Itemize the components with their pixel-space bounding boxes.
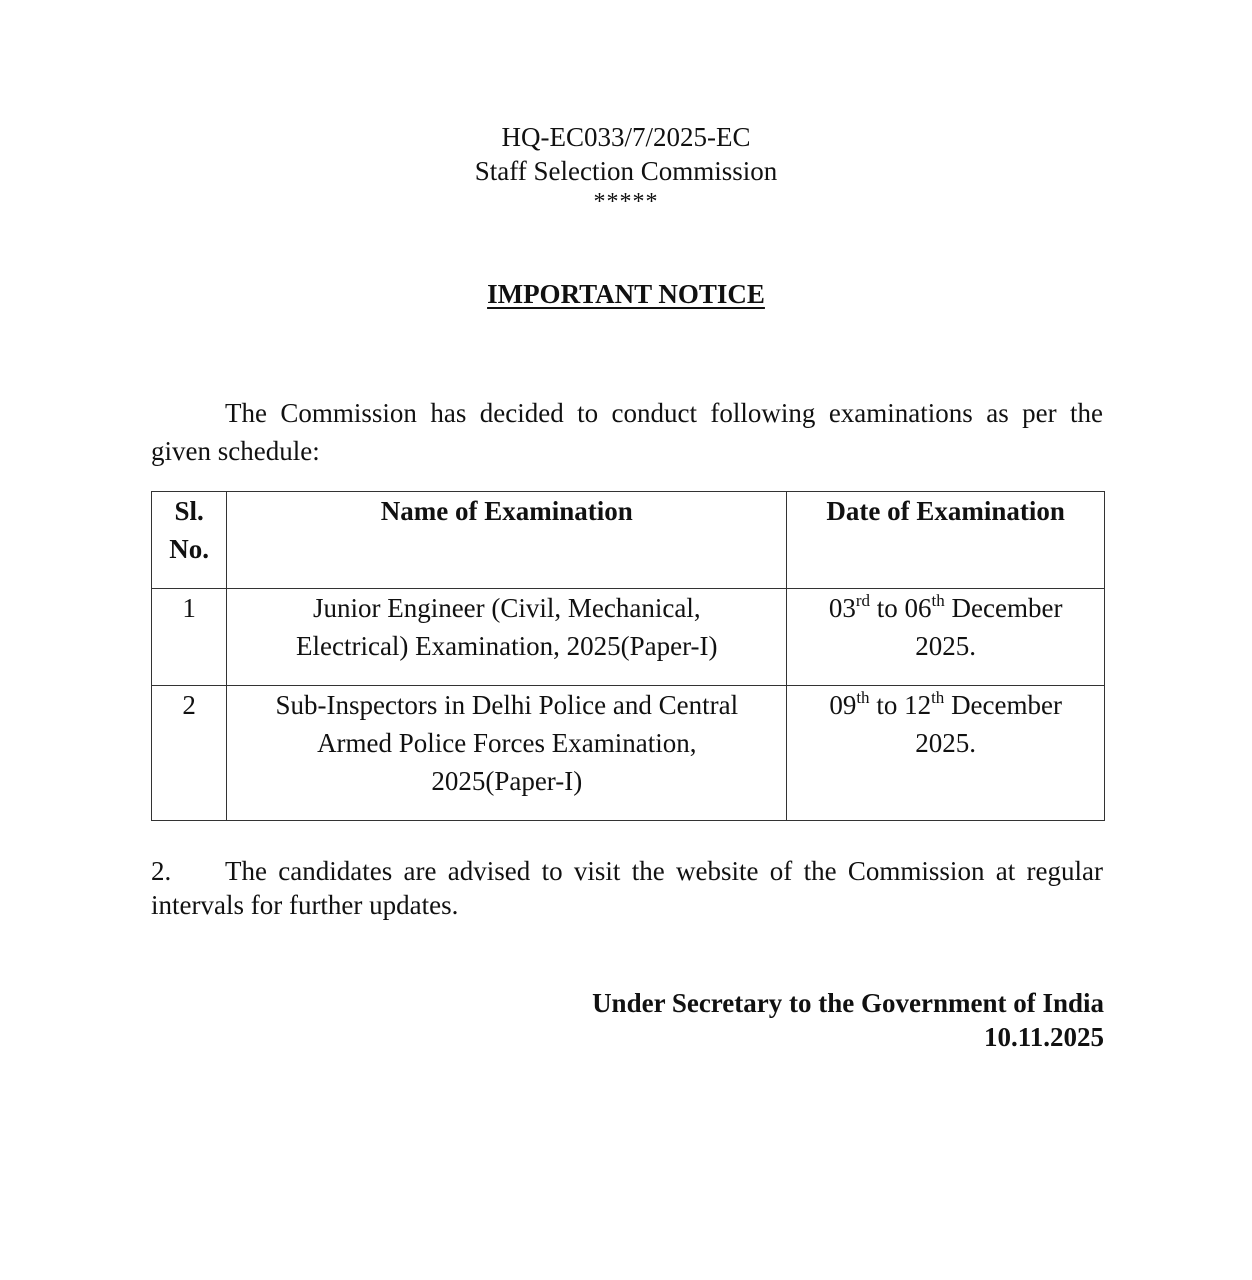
row-sl-no: 2 — [152, 686, 227, 821]
date-to: 06 — [904, 593, 932, 623]
organization-name: Staff Selection Commission — [474, 156, 778, 186]
row-sl-no: 1 — [152, 589, 227, 686]
advisory-text: The candidates are advised to visit the website of the Commission at regular intervals for further updates. — [151, 856, 1103, 920]
date-connector: to — [870, 593, 905, 623]
exam-name-line: Armed Police Forces Examination, — [317, 728, 697, 758]
notice-header — [0, 120, 1252, 216]
date-year: 2025. — [915, 631, 977, 661]
exam-name-line: 2025(Paper-I) — [431, 766, 583, 796]
header-sl-line1: Sl. — [174, 496, 204, 526]
table-row — [152, 686, 1105, 821]
exam-date-range — [793, 589, 1098, 627]
notice-date: 10.11.2025 — [983, 1022, 1104, 1052]
row-exam-name — [227, 589, 787, 686]
date-to: 12 — [904, 690, 932, 720]
date-from-suffix: th — [856, 688, 870, 707]
header-exam-name: Name of Examination — [227, 492, 787, 589]
exam-name-line: Junior Engineer (Civil, Mechanical, — [312, 593, 701, 623]
paragraph-number: 2. — [151, 856, 172, 886]
exam-name-line: Electrical) Examination, 2025(Paper-I) — [296, 631, 718, 661]
row-exam-date — [787, 589, 1105, 686]
date-connector: to — [869, 690, 905, 720]
header-sl-line2: No. — [169, 534, 209, 564]
table-row — [152, 589, 1105, 686]
date-from: 09 — [829, 690, 857, 720]
exam-name-line: Sub-Inspectors in Delhi Police and Central — [275, 690, 739, 720]
date-month: December — [944, 690, 1062, 720]
exam-schedule-table — [151, 491, 1105, 821]
notice-title — [0, 279, 1252, 310]
table-header-row — [152, 492, 1105, 589]
advisory-paragraph — [151, 854, 1103, 922]
notice-title-text: IMPORTANT NOTICE — [487, 279, 765, 309]
row-exam-date — [787, 686, 1105, 821]
exam-date-range — [793, 686, 1098, 724]
intro-paragraph: The Commission has decided to conduct following examinations as per the given schedule: — [151, 398, 1103, 466]
file-number: HQ-EC033/7/2025-EC — [501, 122, 751, 152]
row-exam-name — [227, 686, 787, 821]
separator-stars: ***** — [593, 189, 659, 215]
date-month: December — [944, 593, 1063, 623]
date-to-suffix: th — [931, 688, 945, 707]
date-to-suffix: th — [931, 591, 945, 610]
date-year: 2025. — [915, 728, 977, 758]
header-exam-date: Date of Examination — [787, 492, 1105, 589]
signatory-designation: Under Secretary to the Government of India — [592, 988, 1104, 1018]
signature-block — [592, 986, 1104, 1054]
date-from-suffix: rd — [855, 591, 871, 610]
header-sl-no — [152, 492, 227, 589]
date-from: 03 — [828, 593, 856, 623]
